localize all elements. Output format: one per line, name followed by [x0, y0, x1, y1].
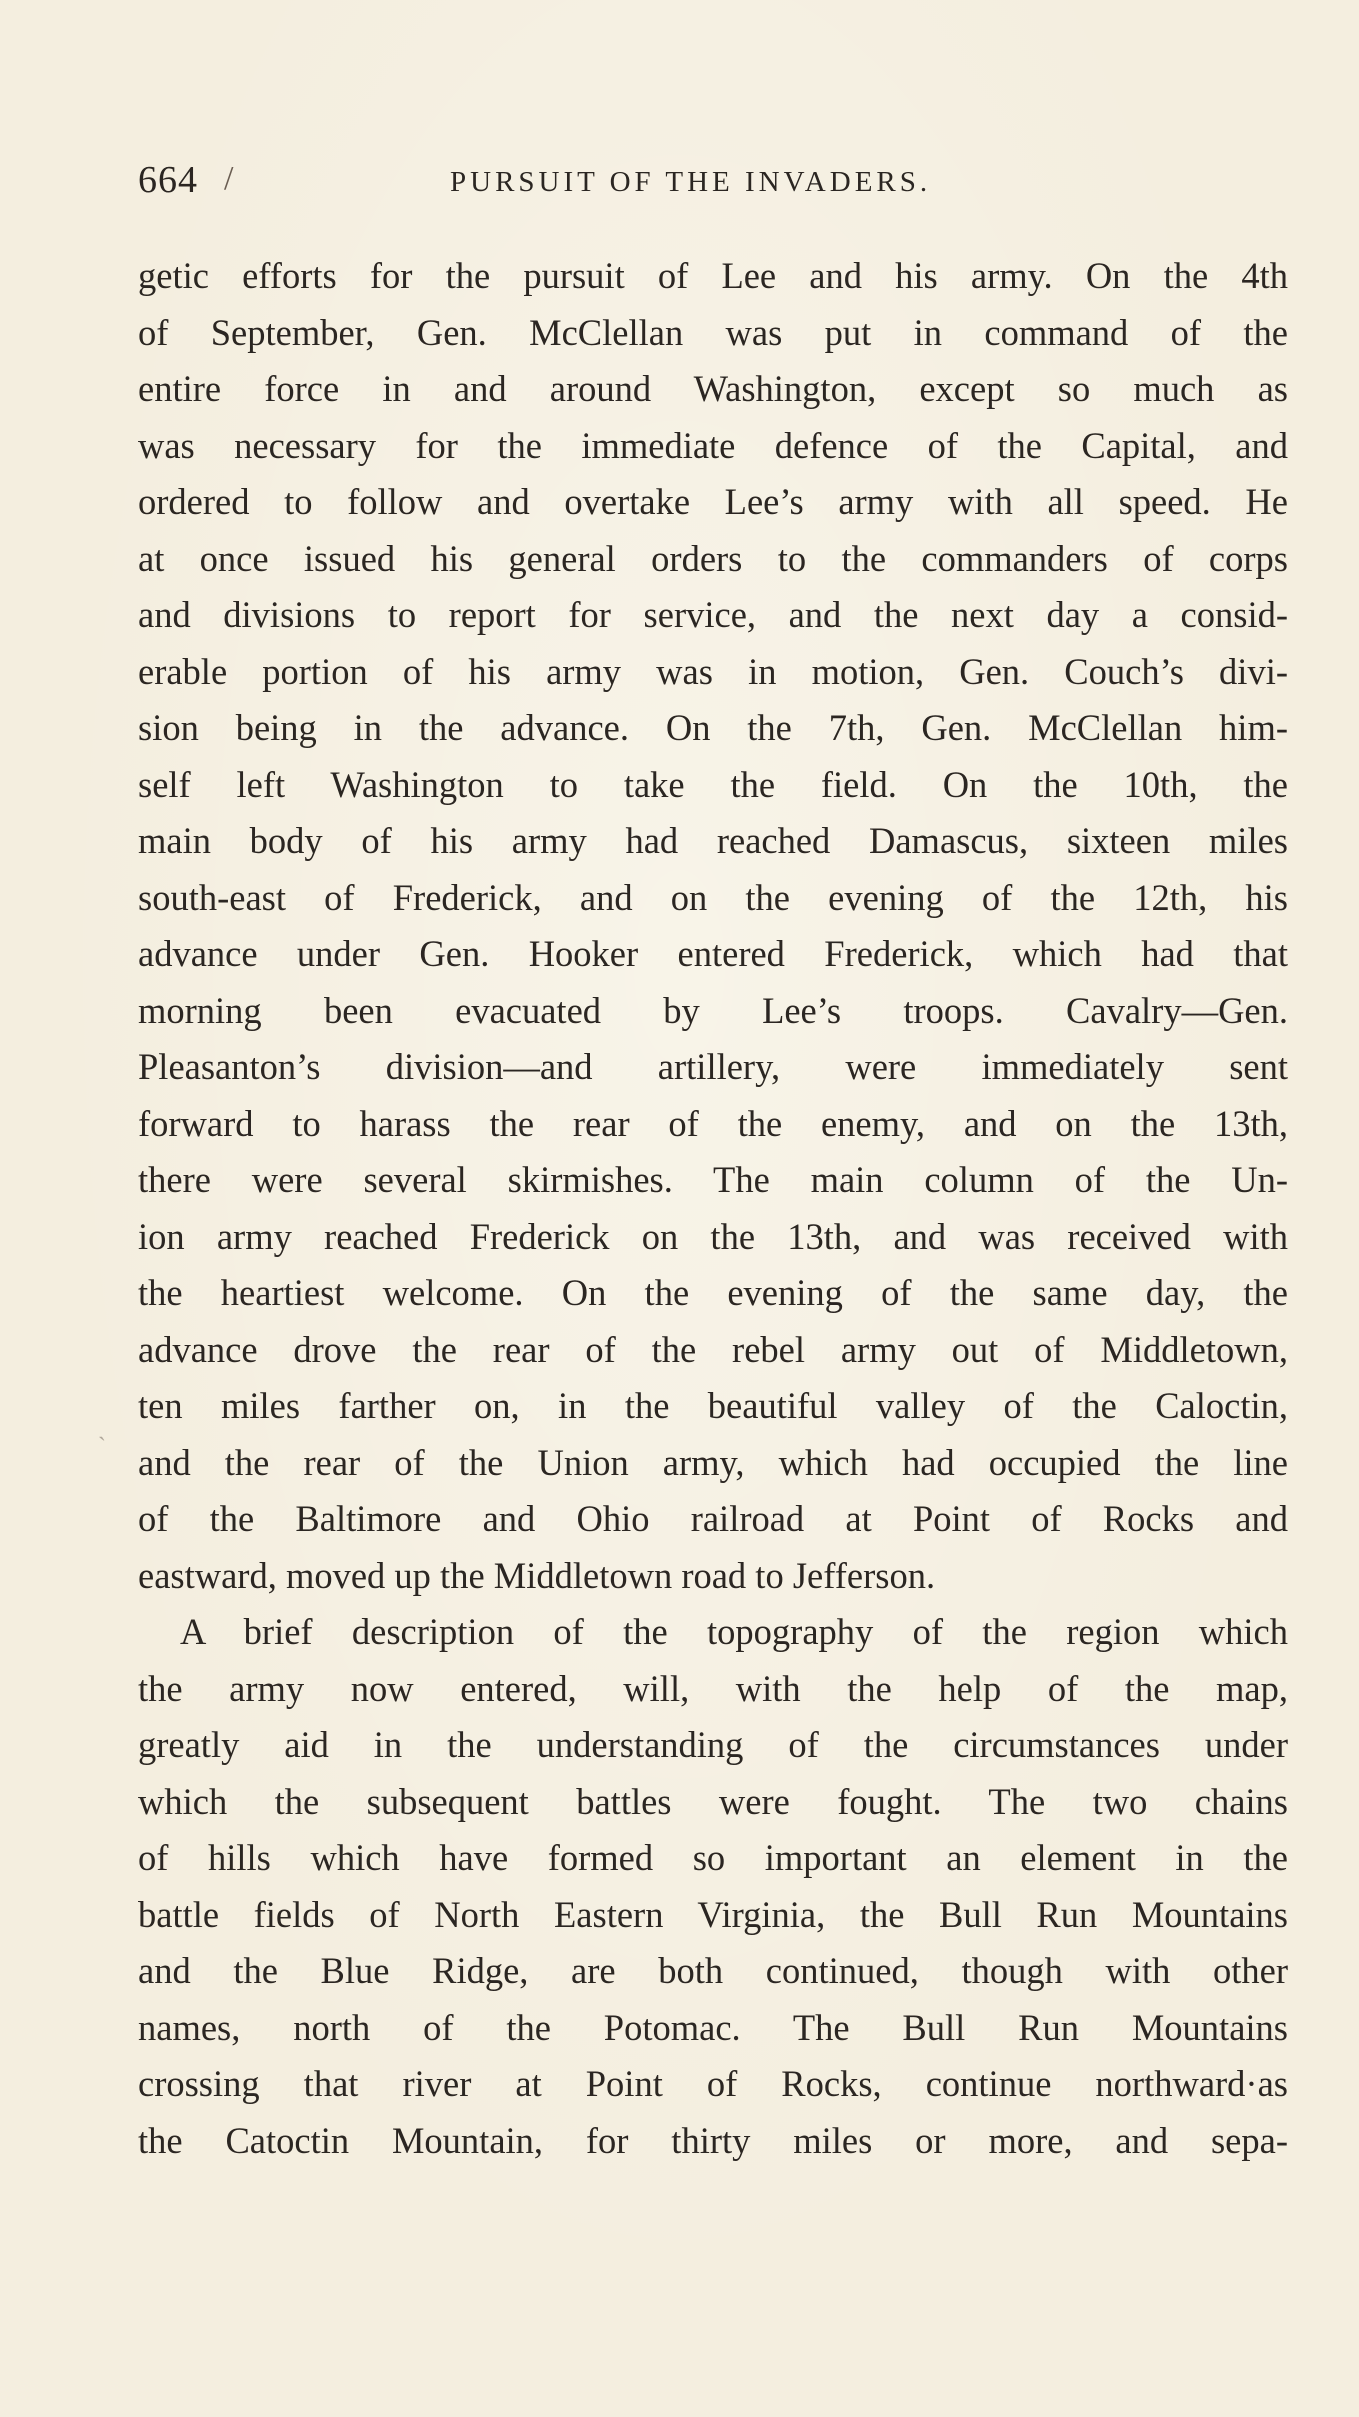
text-line: getic efforts for the pursuit of Lee and his army. On the 4th [138, 255, 1288, 296]
text-line: there were several skirmishes. The main column of the Un- [138, 1159, 1288, 1200]
text-line: advance under Gen. Hooker entered Frederick, which had that [138, 933, 1288, 974]
text-line: names, north of the Potomac. The Bull Run Mountains [138, 2006, 1288, 2048]
pencil-mark: / [224, 160, 234, 197]
text-line: entire force in and around Washington, except so much as [138, 368, 1288, 409]
text-line: greatly aid in the understanding of the circumstances under [138, 1724, 1288, 1765]
text-line: crossing that river at Point of Rocks, continue northward·as [138, 2063, 1288, 2104]
text-line: which the subsequent battles were fought. The two chains [138, 1780, 1288, 1822]
text-line: A brief description of the topography of the region which [180, 1611, 1288, 1652]
text-line: the army now entered, will, with the help of the map, [138, 1667, 1288, 1709]
margin-mark: ˏ [98, 1415, 106, 1441]
text-line: south-east of Frederick, and on the evening of the 12th, his [138, 876, 1288, 918]
paragraph-1 [138, 248, 1288, 1604]
body-text [138, 248, 1288, 2169]
text-line: ion army reached Frederick on the 13th, and was received with [138, 1215, 1288, 1257]
text-line: and divisions to report for service, and the next day a consid- [138, 594, 1288, 635]
text-line: self left Washington to take the field. On the 10th, the [138, 763, 1288, 805]
text-line: the Catoctin Mountain, for thirty miles or more, and sepa- [138, 2119, 1288, 2161]
text-line: eastward, moved up the Middletown road to Jefferson. [138, 1554, 936, 1596]
text-line: and the Blue Ridge, are both continued, though with other [138, 1950, 1288, 1991]
page-header [138, 158, 1288, 218]
text-line: battle fields of North Eastern Virginia, the Bull Run Mountains [138, 1893, 1288, 1935]
text-line: morning been evacuated by Lee’s troops. Cavalry—Gen. [138, 989, 1288, 1031]
text-line: main body of his army had reached Damascus, sixteen miles [138, 820, 1288, 861]
running-title: PURSUIT OF THE INVADERS. [450, 166, 932, 198]
text-line: ten miles farther on, in the beautiful valley of the Caloctin, [138, 1385, 1288, 1426]
text-line: of the Baltimore and Ohio railroad at Point of Rocks and [138, 1498, 1288, 1539]
text-line: of September, Gen. McClellan was put in command of the [138, 311, 1288, 353]
text-line: and the rear of the Union army, which had occupied the line [138, 1441, 1288, 1483]
text-line: sion being in the advance. On the 7th, Gen. McClellan him- [138, 707, 1288, 748]
text-line: advance drove the rear of the rebel army out of Middletown, [138, 1328, 1288, 1370]
text-line: the heartiest welcome. On the evening of the same day, the [138, 1272, 1288, 1313]
text-line: erable portion of his army was in motion, Gen. Couch’s divi- [138, 650, 1288, 692]
text-line: Pleasanton’s division—and artillery, were immediately sent [138, 1046, 1288, 1087]
text-line: of hills which have formed so important an element in the [138, 1837, 1288, 1878]
text-line: was necessary for the immediate defence of the Capital, and [138, 424, 1288, 466]
page-number: 664 [138, 159, 198, 201]
paragraph-2 [138, 1604, 1288, 2169]
text-line: forward to harass the rear of the enemy, and on the 13th, [138, 1102, 1288, 1144]
text-line: ordered to follow and overtake Lee’s army with all speed. He [138, 481, 1288, 522]
text-line: at once issued his general orders to the commanders of corps [138, 537, 1288, 579]
